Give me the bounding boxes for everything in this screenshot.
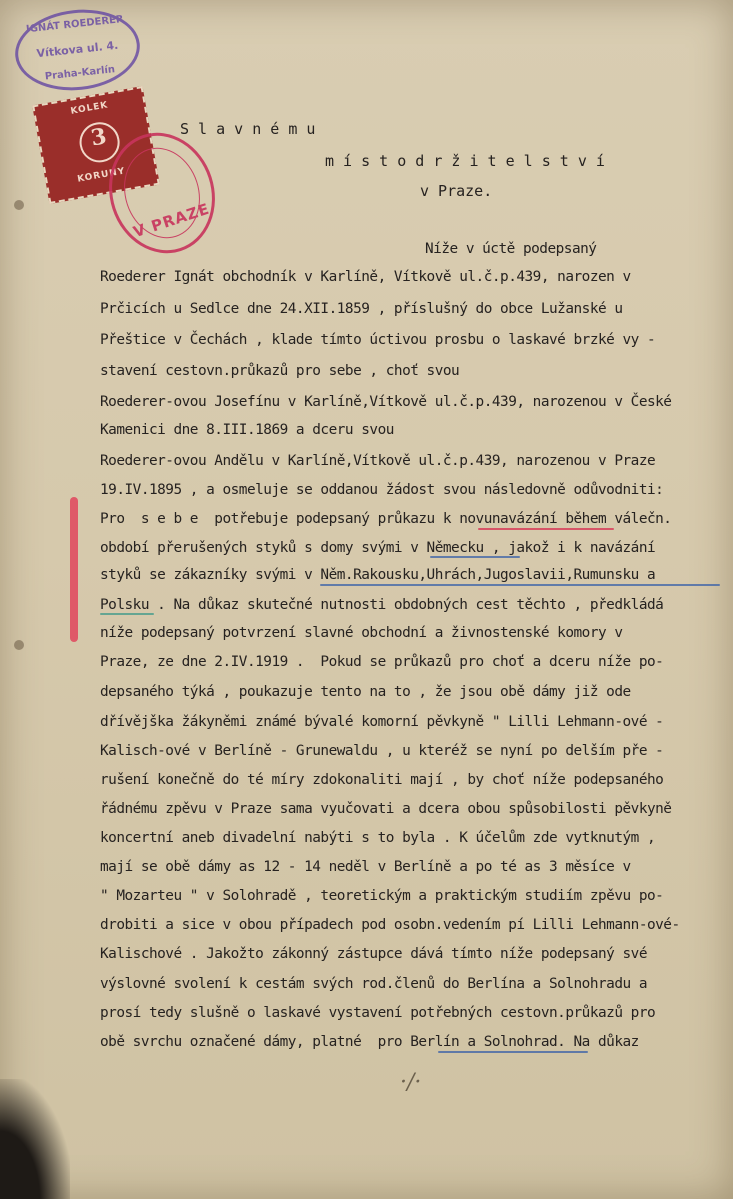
letter-line: depsaného týká , poukazuje tento na to , že jsou obě dámy již ode [100,684,631,700]
red-underline [478,528,614,530]
letter-line: Praze, ze dne 2.IV.1919 . Pokud se průkazů pro choť a dceru níže po- [100,654,664,670]
letter-line: dřívějška žákyněmi známé bývalé komorní pěvkyně " Lilli Lehmann-ové - [100,714,664,730]
letter-line: Kamenici dne 8.III.1869 a dceru svou [100,422,394,438]
letter-line: " Mozarteu " v Solohradě , teoretickým a praktickým studiím zpěvu po- [100,888,664,904]
damaged-corner [0,1079,70,1199]
letter-line: níže podepsaný potvrzení slavné obchodní a živnostenské komory v [100,625,623,641]
letter-line: řádnému zpěvu v Praze sama vyučovati a dcera obou spůsobilosti pěvkyně [100,801,672,817]
letter-line: Kalischové . Jakožto zákonný zástupce dává tímto níže podepsaný své [100,946,647,962]
letter-line: 19.IV.1895 , a osmeluje se oddanou žádost svou následovně odůvodniti: [100,482,664,498]
firm-oval-stamp [11,4,144,97]
letter-line: Polsku . Na důkaz skutečné nutnosti obdobných cest těchto , předkládá [100,597,664,613]
letter-line: mají se obě dámy as 12 - 14 neděl v Berlíně a po té as 3 měsíce v [100,859,631,875]
salutation-line-1: S l a v n é m u [180,120,316,138]
letter-line: stavení cestovn.průkazů pro sebe , choť svou [100,363,460,379]
oval-stamp-line-3: Praha-Karlín [44,64,116,83]
letter-line: Roederer Ignát obchodník v Karlíně, Vítkově ul.č.p.439, narozen v [100,269,631,285]
letter-line: obě svrchu označené dámy, platné pro Berlín a Solnohrad. Na důkaz [100,1034,639,1050]
letter-line: Roederer-ovou Josefínu v Karlíně,Vítkově ul.č.p.439, narozenou v České [100,394,672,410]
revenue-stamp-top: KOLEK [69,100,110,117]
letter-line: koncertní aneb divadelní nabýti s to byla . K účelům zde vytknutým , [100,830,656,846]
oval-stamp-line-2: Vítkova ul. 4. [35,38,119,61]
punch-hole [14,200,24,210]
letter-line: drobiti a sice v obou případech pod osobn.vedením pí Lilli Lehmann-ové- [100,917,680,933]
revenue-stamp-value: 3 [76,119,122,165]
blue-underline [430,556,520,558]
letter-line: Přeštice v Čechách , klade tímto úctivou prosbu o laskavé brzké vy - [100,332,656,348]
margin-red-pencil-mark [70,497,78,642]
letter-line: rušení konečně do té míry zdokonaliti mají , by choť níže podepsaného [100,772,664,788]
punch-hole [14,640,24,650]
letter-line: Kalisch-ové v Berlíně - Grunewaldu , u kteréž se nyní po delším pře - [100,743,664,759]
letter-line: výslovné svolení k cestám svých rod.členů do Berlína a Solnohradu a [100,976,647,992]
salutation-line-3: v Praze. [420,182,493,200]
letter-line: prosí tedy slušně o laskavé vystavení potřebných cestovn.průkazů pro [100,1005,656,1021]
oval-stamp-line-1: IGNÁT ROEDERER [25,14,125,36]
green-underline [100,613,154,615]
letter-line: období přerušených styků s domy svými v Německu , jakož i k navázání [100,540,656,556]
letter-line: Prčicích u Sedlce dne 24.XII.1859 , příslušný do obce Lužanské u [100,301,623,317]
letter-line: Roederer-ovou Andělu v Karlíně,Vítkově ul.č.p.439, narozenou v Praze [100,453,656,469]
pencil-mark: ·/· [400,1070,422,1095]
round-stamp-text: V PRAZE [131,199,212,242]
revenue-stamp-bottom: KORUNY [76,166,127,185]
letter-line: Níže v úctě podepsaný [425,241,597,257]
blue-underline [438,1051,588,1053]
letter-line: Pro s e b e potřebuje podepsaný průkazu k novunavázání během válečn. [100,511,672,527]
salutation-line-2: m í s t o d r ž i t e l s t v í [325,152,605,170]
blue-underline [320,584,720,586]
letter-line: styků se zákazníky svými v Něm.Rakousku,Uhrách,Jugoslavii,Rumunsku a [100,567,656,583]
